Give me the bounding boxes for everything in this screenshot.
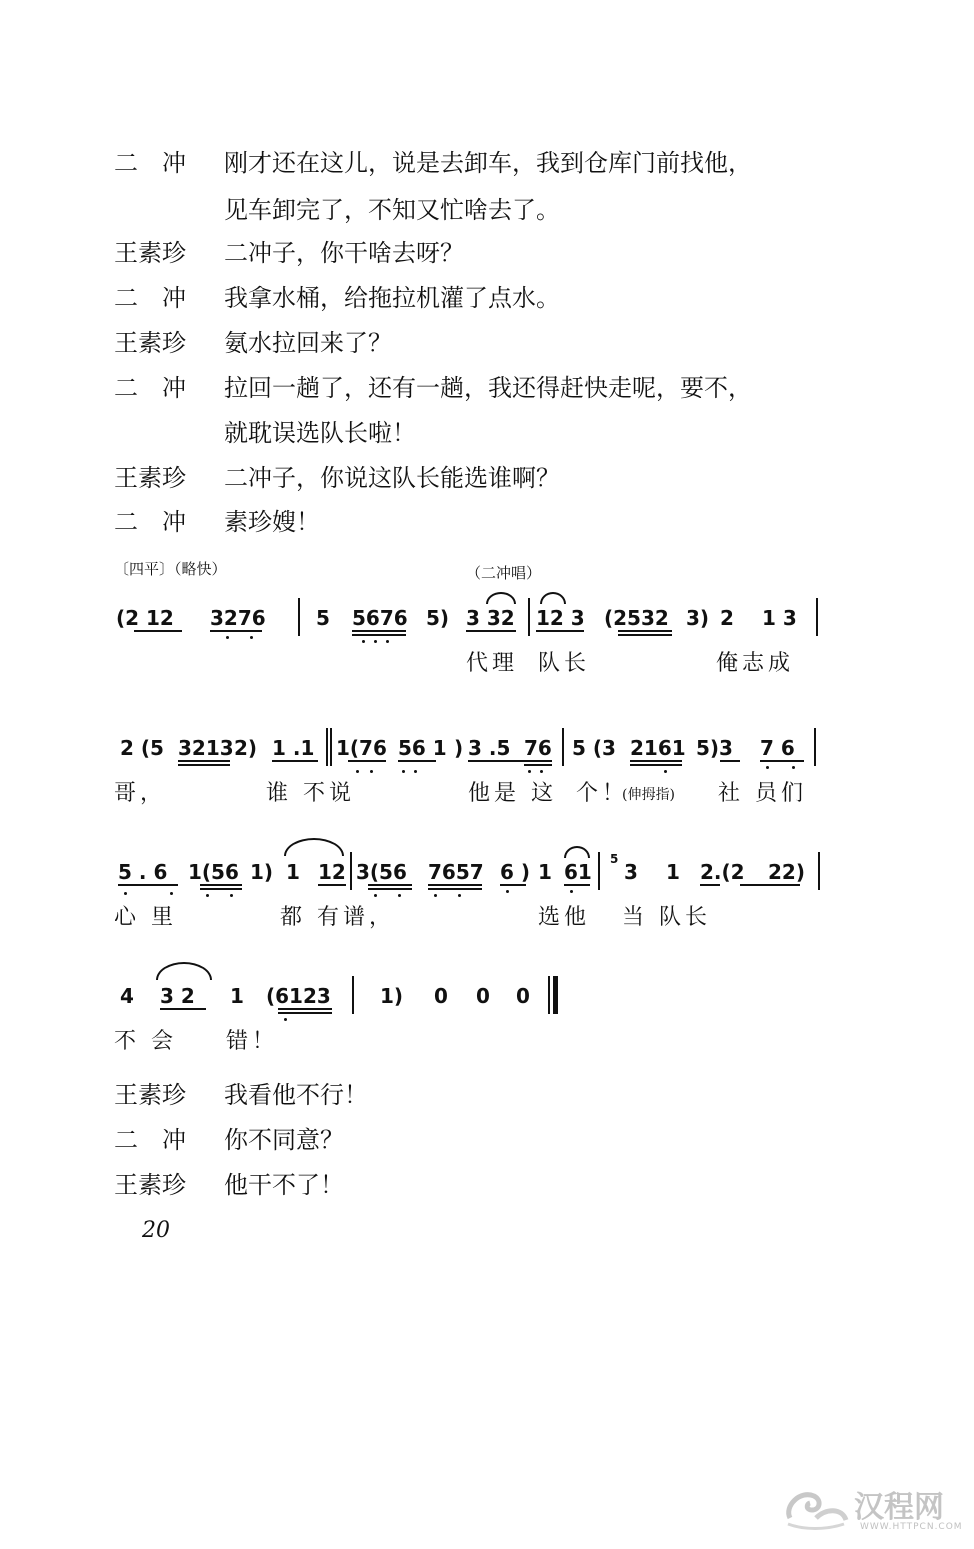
dialogue-text: 二冲子，你干啥去呀？: [224, 239, 464, 267]
note-group: 61: [564, 860, 592, 884]
beam: [134, 630, 182, 632]
note-group: 3 2: [160, 984, 195, 1008]
dialogue-text: 刚才还在这儿，说是去卸车，我到仓库门前找他，: [224, 149, 752, 177]
beam: [524, 764, 552, 766]
watermark-url: WWW.HTTPCN.COM: [860, 1522, 963, 1532]
beam: [352, 630, 406, 632]
octave-dot: [374, 894, 377, 897]
beam: [272, 760, 318, 762]
barline: [816, 598, 818, 636]
speaker-name: 二 冲: [114, 374, 186, 402]
tempo-marking: 〔四平〕（略快）: [114, 560, 227, 578]
slur: [486, 592, 516, 604]
dialogue-text: 拉回一趟了，还有一趟，我还得赶快走呢，要不，: [224, 374, 752, 402]
barline: [548, 976, 550, 1014]
beam: [348, 760, 386, 762]
dialogue-text: 就耽误选队长啦！: [224, 419, 416, 447]
note-group: 2161: [630, 736, 686, 760]
note-group: 0: [476, 984, 490, 1008]
score-row: [0, 852, 974, 952]
barline: [562, 728, 564, 766]
score-row: [0, 728, 974, 828]
lyric: 谁 不说: [266, 781, 355, 806]
note-group: 7657: [428, 860, 484, 884]
octave-dot: [664, 770, 667, 773]
octave-dot: [398, 894, 401, 897]
note-group: 1): [250, 860, 274, 884]
octave-dot: [374, 640, 377, 643]
note-group: 1): [380, 984, 404, 1008]
lyric: 心 里: [114, 905, 177, 930]
beam: [630, 760, 682, 762]
barline: [350, 852, 352, 890]
beam: [740, 884, 800, 886]
dialogue-text: 他干不了！: [224, 1171, 344, 1199]
barline: [528, 598, 530, 636]
slur: [156, 962, 212, 980]
octave-dot: [170, 892, 173, 895]
note-group: (2532: [604, 606, 669, 630]
lyric: 哥，: [114, 781, 167, 806]
beam: [118, 884, 178, 886]
notation-line: [0, 728, 974, 770]
note-group: 3): [686, 606, 710, 630]
dialogue-text: 我拿水桶，给拖拉机灌了点水。: [224, 284, 560, 312]
note-group: 2: [720, 606, 734, 630]
score-row: [0, 976, 974, 1076]
octave-dot: [356, 770, 359, 773]
lyric: 选他: [538, 905, 591, 930]
stage-direction: (伸拇指): [622, 787, 675, 803]
octave-dot: [362, 640, 365, 643]
note-group: 1: [230, 984, 244, 1008]
barline: [814, 728, 816, 766]
speaker-name: 王素珍: [114, 464, 186, 492]
octave-dot: [284, 1018, 287, 1021]
note-group: 3 .5: [468, 736, 511, 760]
note-group: 1(56: [188, 860, 239, 884]
octave-dot: [226, 636, 229, 639]
beam: [760, 760, 804, 762]
beam: [428, 884, 482, 886]
octave-dot: [540, 770, 543, 773]
octave-dot: [506, 890, 509, 893]
note-group: 12: [318, 860, 346, 884]
note-group: 3276: [210, 606, 266, 630]
lyric: 俺志成: [716, 651, 795, 676]
octave-dot: [250, 636, 253, 639]
note-group: (2 12: [116, 606, 174, 630]
note-group: 2): [234, 736, 258, 760]
beam: [630, 764, 682, 766]
speaker-name: 二 冲: [114, 149, 186, 177]
lyric: 个！: [576, 781, 629, 806]
note-group: 5: [316, 606, 330, 630]
octave-dot: [414, 770, 417, 773]
barline: [818, 852, 820, 890]
dialogue-text: 我看他不行！: [224, 1081, 368, 1109]
octave-dot: [124, 892, 127, 895]
octave-dot: [792, 766, 795, 769]
speaker-name: 王素珍: [114, 1171, 186, 1199]
note-group: 1(76: [336, 736, 387, 760]
barline: [298, 598, 300, 636]
dialogue-text: 氨水拉回来了？: [224, 329, 392, 357]
lyric: 队长: [538, 651, 591, 676]
octave-dot: [402, 770, 405, 773]
speaker-name: 王素珍: [114, 1081, 186, 1109]
speaker-name: 二 冲: [114, 1126, 186, 1154]
speaker-name: 二 冲: [114, 284, 186, 312]
slur: [284, 838, 344, 856]
note-group: 3: [624, 860, 638, 884]
note-group: ): [454, 736, 464, 760]
slur: [540, 592, 566, 604]
slur: [564, 846, 590, 858]
note-group: 2 (5: [120, 736, 164, 760]
dialogue-text: 见车卸完了，不知又忙啥去了。: [224, 196, 560, 224]
lyric: 代理: [466, 651, 519, 676]
beam: [210, 630, 262, 632]
notation-line: [0, 976, 974, 1018]
octave-dot: [528, 770, 531, 773]
dialogue-text: 你不同意？: [224, 1126, 344, 1154]
beam: [278, 1012, 332, 1014]
note-group: 22): [768, 860, 805, 884]
beam: [318, 884, 346, 886]
octave-dot: [458, 894, 461, 897]
note-group: 5676: [352, 606, 408, 630]
octave-dot: [206, 894, 209, 897]
octave-dot: [370, 770, 373, 773]
note-group: 3 32: [466, 606, 515, 630]
note-group: 1 3: [762, 606, 797, 630]
beam: [536, 630, 584, 632]
octave-dot: [766, 766, 769, 769]
beam: [618, 630, 672, 632]
octave-dot: [386, 640, 389, 643]
note-group: 0: [434, 984, 448, 1008]
note-group: 6 ): [500, 860, 531, 884]
beam: [466, 630, 516, 632]
lyric: 不 会: [114, 1029, 177, 1054]
beam: [564, 884, 590, 886]
beam: [200, 888, 242, 890]
notation-line: [0, 598, 974, 640]
barline: [598, 852, 600, 890]
score-row: [0, 598, 974, 698]
beam: [278, 1008, 332, 1010]
note-group: 1: [666, 860, 680, 884]
page-number: 20: [142, 1218, 170, 1243]
octave-dot: [570, 890, 573, 893]
note-group: 76: [524, 736, 552, 760]
lyric: 他是 这: [468, 781, 557, 806]
beam: [398, 760, 436, 762]
speaker-name: 王素珍: [114, 329, 186, 357]
barline: [352, 976, 354, 1014]
dialogue-text: 二冲子，你说这队长能选谁啊？: [224, 464, 560, 492]
grace-note: 5: [610, 852, 619, 866]
note-group: 2.(2: [700, 860, 745, 884]
final-barline: [553, 976, 558, 1014]
note-group: 1: [538, 860, 552, 884]
note-group: 5 . 6: [118, 860, 168, 884]
barline: [326, 728, 328, 766]
beam: [368, 884, 412, 886]
note-group: 4: [120, 984, 134, 1008]
beam: [468, 760, 552, 762]
note-group: 0: [516, 984, 530, 1008]
note-group: 3213: [178, 736, 234, 760]
note-group: 1: [286, 860, 300, 884]
speaker-name: 王素珍: [114, 239, 186, 267]
note-group: 5 (3: [572, 736, 616, 760]
beam: [178, 764, 230, 766]
beam: [178, 760, 230, 762]
beam: [500, 884, 526, 886]
note-group: 7 6: [760, 736, 795, 760]
note-group: 1 .1: [272, 736, 315, 760]
sung-by-marking: （二冲唱）: [466, 564, 542, 582]
note-group: 5)3: [696, 736, 733, 760]
watermark-logo-icon: [780, 1478, 852, 1534]
note-group: (6123: [266, 984, 331, 1008]
speaker-name: 二 冲: [114, 508, 186, 536]
beam: [428, 888, 482, 890]
lyric: 社 员们: [718, 781, 807, 806]
lyric: 都 有谱，: [280, 905, 395, 930]
notation-line: [0, 852, 974, 894]
watermark: [780, 1478, 963, 1538]
lyric: 当 队长: [622, 905, 711, 930]
barline: [330, 728, 332, 766]
octave-dot: [434, 894, 437, 897]
beam: [160, 1008, 206, 1010]
beam: [352, 634, 406, 636]
beam: [618, 634, 672, 636]
note-group: 12 3: [536, 606, 585, 630]
note-group: 3(56: [356, 860, 407, 884]
dialogue-text: 素珍嫂！: [224, 508, 320, 536]
beam: [700, 884, 720, 886]
note-group: 56 1: [398, 736, 447, 760]
octave-dot: [230, 894, 233, 897]
beam: [368, 888, 412, 890]
lyric: 错！: [226, 1029, 279, 1054]
beam: [200, 884, 242, 886]
note-group: 5): [426, 606, 450, 630]
beam: [720, 760, 740, 762]
watermark-text: 汉程网: [854, 1490, 944, 1525]
